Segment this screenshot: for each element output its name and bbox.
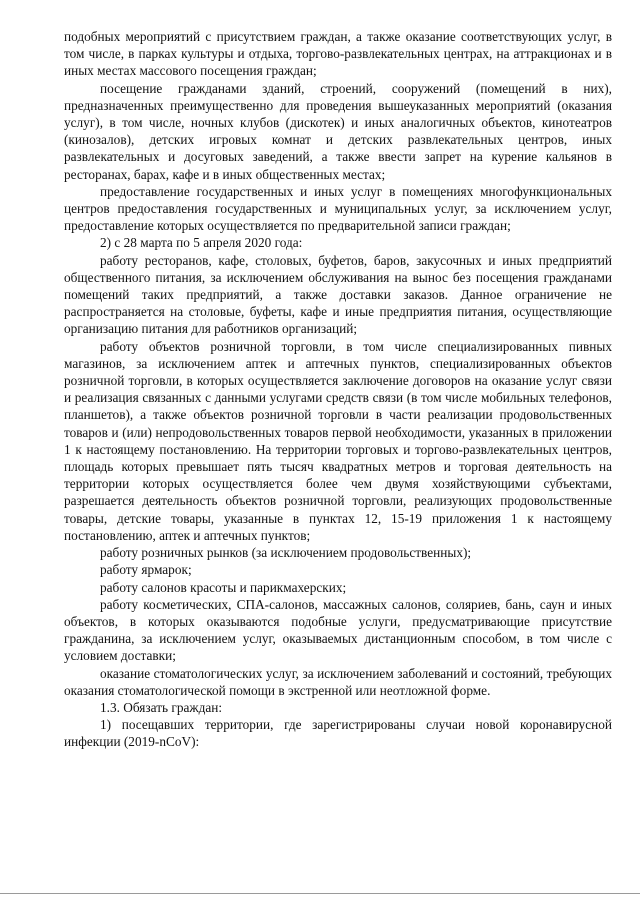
paragraph-visiting-buildings: посещение гражданами зданий, строений, сооружений (помещений в них), предназначенных преимущественно для проведения вышеуказанных мероприятий (оказания услуг), в том числе, ночных клубов (дискотек) и иных аналогичных объектов, кинотеатров (кинозалов), детских игровых комнат и детских развлекательных центров, иных развлекательных и досуговых заведений, а также ввести запрет на курение кальянов в ресторанах, барах, кафе и в иных общественных местах;	[64, 80, 612, 182]
document-body	[64, 28, 612, 751]
paragraph-continued-events: подобных мероприятий с присутствием граждан, а также оказание соответствующих услуг, в том числе, в парках культуры и отдыха, торгово-развлекательных центрах, на аттракционах и в иных местах массового посещения граждан;	[64, 29, 612, 79]
paragraph-spa-saunas: работу косметических, СПА-салонов, массажных салонов, соляриев, бань, саун и иных объектов, в которых оказываются подобные услуги, предусматривающие присутствие гражданина, за исключением услуг, оказываемых дистанционным способом, в том числе с условием доставки;	[64, 596, 612, 664]
paragraph-mfc-services: предоставление государственных и иных услуг в помещениях многофункциональных центров предоставления государственных и муниципальных услуг, за исключением услуг, предоставление которых осуществляется по предварительной записи граждан;	[64, 183, 612, 234]
paragraph-retail-markets: работу розничных рынков (за исключением продовольственных);	[100, 545, 472, 561]
paragraph-restaurants: работу ресторанов, кафе, столовых, буфетов, баров, закусочных и иных предприятий общественного питания, за исключением обслуживания на вынос без посещения гражданами помещений таких предприятий, а также доставки заказов. Данное ограничение не распространяется на столовые, буфеты, кафе и иные предприятия питания, осуществляющие организацию питания для работников организаций;	[64, 252, 612, 337]
paragraph-fairs: работу ярмарок;	[100, 562, 192, 578]
paragraph-date-range: 2) с 28 марта по 5 апреля 2020 года:	[100, 235, 303, 251]
paragraph-retail: работу объектов розничной торговли, в том числе специализированных пивных магазинов, за исключением аптек и аптечных пунктов, специализированных объектов розничной торговли, в которых осуществляется заключение договоров на оказание услуг связи и реализация связанных с данными услугами средств связи (в том числе мобильных телефонов, планшетов), а также объектов розничной торговли в части реализации продовольственных товаров и (или) непродовольственных товаров первой необходимости, указанных в приложении 1 к настоящему постановлению. На территории торговых и торгово-развлекательных центров, площадь которых превышает пять тысяч квадратных метров и торговая деятельность на территории которых осуществляется более чем двумя хозяйствующими субъектами, разрешается деятельность объектов розничной торговли, реализующих продовольственные товары, детские товары, указанные в пунктах 12, 15-19 приложения 1 к настоящему постановлению, аптек и аптечных пунктов;	[64, 338, 612, 543]
paragraph-travelers: 1) посещавших территории, где зарегистрированы случаи новой коронавирусной инфекции (2019-nCoV):	[64, 717, 612, 750]
paragraph-beauty-salons: работу салонов красоты и парикмахерских;	[100, 579, 347, 595]
paragraph-dental: оказание стоматологических услуг, за исключением заболеваний и состояний, требующих оказания стоматологической помощи в экстренной или неотложной форме.	[64, 665, 612, 698]
paragraph-section-heading: 1.3. Обязать граждан:	[100, 699, 223, 715]
bottom-divider	[0, 893, 640, 894]
